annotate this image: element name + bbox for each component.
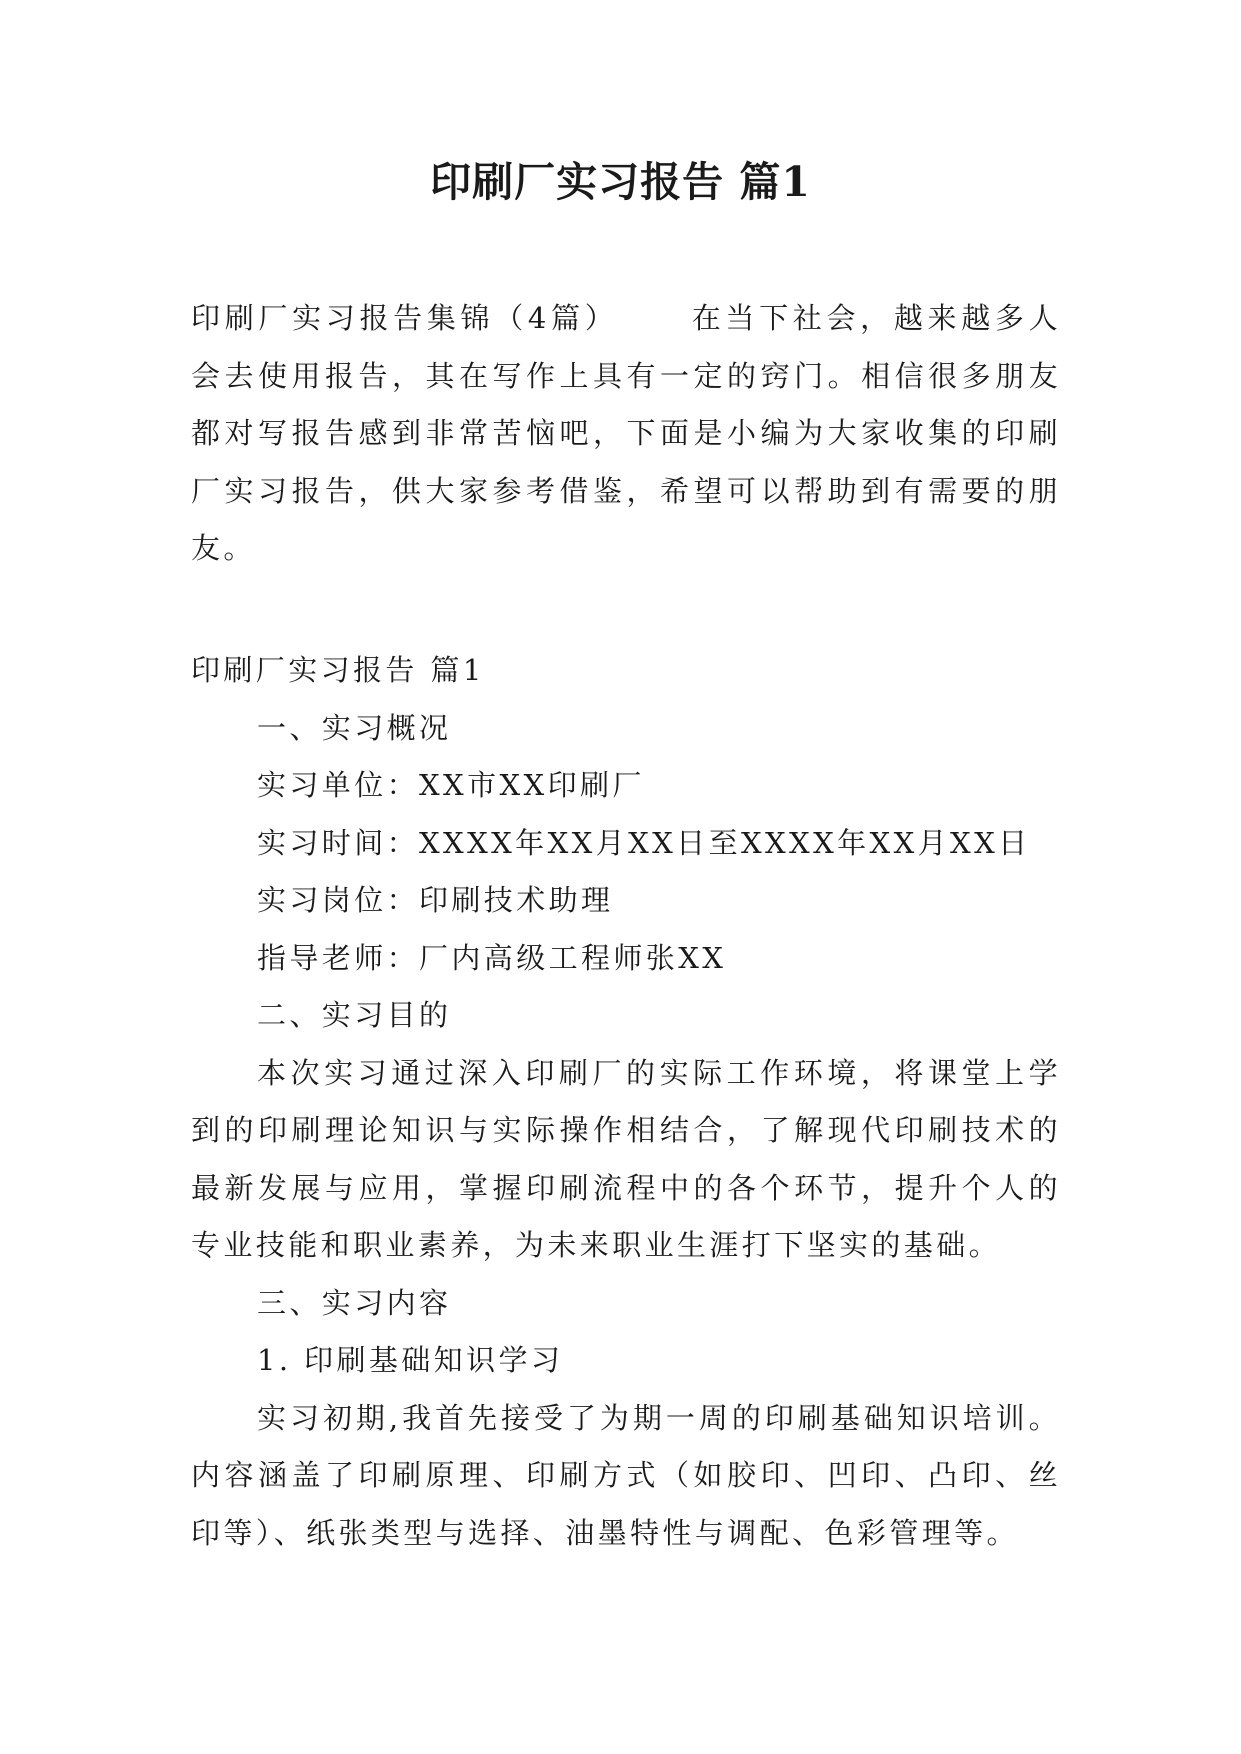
section-title: 印刷厂实习报告 篇1 bbox=[191, 653, 485, 687]
internship-mentor: 指导老师：厂内高级工程师张XX bbox=[257, 940, 727, 975]
intro-paragraph bbox=[191, 290, 1061, 578]
intro-lead: 印刷厂实习报告集锦（4篇） bbox=[191, 301, 619, 335]
heading-content: 三、实习内容 bbox=[257, 1285, 452, 1320]
subheading-basics: 1. 印刷基础知识学习 bbox=[257, 1343, 564, 1377]
heading-purpose: 二、实习目的 bbox=[257, 998, 452, 1032]
purpose-paragraph: 本次实习通过深入印刷厂的实际工作环境，将课堂上学到的印刷理论知识与实际操作相结合，了解现代印刷技术的最新发展与应用，掌握印刷流程中的各个环节，提升个人的专业技能和职业素养，为未来职业生涯打下坚实的基础。 bbox=[191, 1055, 1061, 1262]
report-section bbox=[191, 642, 1061, 1562]
internship-position: 实习岗位：印刷技术助理 bbox=[257, 883, 614, 917]
intro-text: 在当下社会，越来越多人会去使用报告，其在写作上具有一定的窍门。相信很多朋友都对写报告感到非常苦恼吧，下面是小编为大家收集的印刷厂实习报告，供大家参考借鉴，希望可以帮助到有需要的朋友。 bbox=[191, 301, 1062, 565]
heading-overview: 一、实习概况 bbox=[257, 710, 452, 745]
internship-unit: 实习单位：XX市XX印刷厂 bbox=[257, 768, 645, 802]
document-title: 印刷厂实习报告 篇1 bbox=[430, 158, 811, 206]
internship-time: 实习时间：XXXX年XX月XX日至XXXX年XX月XX日 bbox=[257, 825, 1031, 860]
basics-paragraph: 实习初期,我首先接受了为期一周的印刷基础知识培训。内容涵盖了印刷原理、印刷方式（如胶印、凹印、凸印、丝印等）、纸张类型与选择、油墨特性与调配、色彩管理等。 bbox=[191, 1400, 1061, 1550]
